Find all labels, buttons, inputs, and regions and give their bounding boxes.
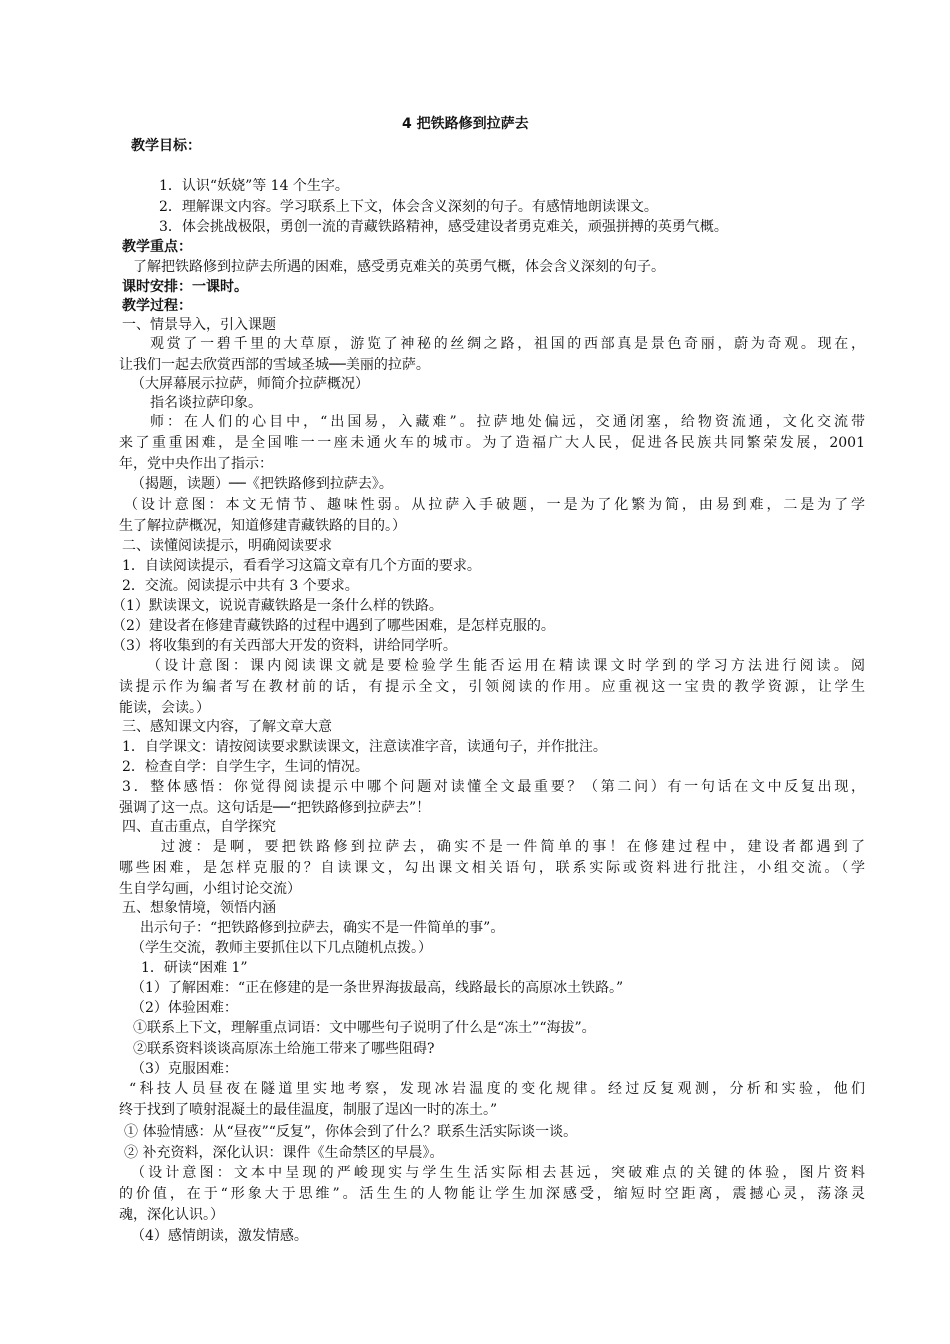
paragraph: 师：在人们的心目中，“出国易，入藏难”。拉萨地处偏远，交通闭塞，给物资流通，文化交流带 bbox=[150, 414, 865, 430]
design-note: 魂，深化认识。） bbox=[119, 1207, 224, 1223]
design-note: （设计意图：课内阅读课文就是要检验学生能否运用在精读课文时学到的学习方法进行阅读。阅 bbox=[147, 658, 865, 674]
list-item: 2．检查自学：自学生字，生词的情况。 bbox=[122, 759, 369, 775]
schedule: 课时安排：一课时。 bbox=[122, 279, 248, 295]
paragraph: 来了重重困难，是全国唯一一座未通火车的城市。为了造福广大人民，促进各民族共同繁荣发展，2001 bbox=[119, 435, 865, 451]
goals-heading: 教学目标： bbox=[131, 138, 201, 154]
section-heading-3: 三、感知课文内容，了解文章大意 bbox=[122, 719, 332, 735]
section-heading-2: 二、读懂阅读提示，明确阅读要求 bbox=[122, 538, 332, 554]
list-item: 2．交流。阅读提示中共有 3 个要求。 bbox=[122, 578, 359, 594]
list-item: 1．自读阅读提示，看看学习这篇文章有几个方面的要求。 bbox=[122, 558, 481, 574]
list-item: （4）感情朗读，激发情感。 bbox=[131, 1228, 308, 1244]
list-item: （2）体验困难： bbox=[131, 1000, 238, 1016]
list-item: （2）建设者在修建青藏铁路的过程中遇到了哪些困难，是怎样克服的。 bbox=[112, 618, 555, 634]
design-note: 读提示作为编者写在教材前的话，有提示全文，引领阅读的作用。应重视这一宝贵的教学资源，让学生 bbox=[119, 679, 865, 695]
design-note: （设计意图：本文无情节、趣味性弱。从拉萨入手破题，一是为了化繁为简，由易到难，二是为了学 bbox=[124, 497, 865, 513]
design-note: 的价值，在于“形象大于思维”。活生生的人物能让学生加深感受，缩短时空距离，震撼心灵，荡涤灵 bbox=[119, 1186, 865, 1202]
list-item: （1）了解困难：“正在修建的是一条世界海拔最高，线路最长的高原冰土铁路。” bbox=[131, 980, 624, 996]
list-item: （3）将收集到的有关西部大开发的资料，讲给同学听。 bbox=[112, 638, 457, 654]
paragraph: 过渡：是啊，要把铁路修到拉萨去，确实不是一件简单的事！在修建过程中，建设者都遇到了 bbox=[161, 839, 865, 855]
section-heading-4: 四、直击重点，自学探究 bbox=[122, 819, 276, 835]
list-item: （3）克服困难： bbox=[131, 1061, 238, 1077]
goal-item-3: 3．体会挑战极限，勇创一流的青藏铁路精神，感受建设者勇克难关，顽强拼搏的英勇气概。 bbox=[159, 219, 728, 235]
list-item: ②联系资料谈谈高原冻土给施工带来了哪些阻碍? bbox=[133, 1041, 435, 1057]
design-note: （设计意图：文本中呈现的严峻现实与学生生活实际相去甚远，突破难点的关键的体验，图片资料 bbox=[131, 1165, 865, 1181]
goal-item-1: 1．认识“妖娆”等 14 个生字。 bbox=[159, 178, 349, 194]
key-heading: 教学重点： bbox=[122, 239, 192, 255]
paragraph: 让我们一起去欣赏西部的雪域圣城──美丽的拉萨。 bbox=[119, 357, 430, 373]
quote: “科技人员昼夜在隧道里实地考察，发现冰岩温度的变化规律。经过反复观测，分析和实验，他们 bbox=[129, 1081, 865, 1097]
design-note: 能读，会读。） bbox=[119, 700, 210, 716]
design-note: 生了解拉萨概况，知道修建青藏铁路的目的。） bbox=[119, 518, 406, 534]
goal-item-2: 2．理解课文内容。学习联系上下文，体会含义深刻的句子。有感情地朗读课文。 bbox=[159, 199, 658, 215]
list-item: ①联系上下文，理解重点词语：文中哪些句子说明了什么是“冻土”“海拔”。 bbox=[133, 1020, 596, 1036]
list-item: 强调了这一点。这句话是──“把铁路修到拉萨去”！ bbox=[119, 800, 431, 816]
key-text: 了解把铁路修到拉萨去所遇的困难，感受勇克难关的英勇气概，体会含义深刻的句子。 bbox=[133, 259, 665, 275]
paragraph: 出示句子：“把铁路修到拉萨去，确实不是一件简单的事”。 bbox=[140, 920, 505, 936]
paragraph: （揭题，读题）──《把铁路修到拉萨去》。 bbox=[131, 476, 393, 492]
list-item: ② 补充资料，深化认识：课件《生命禁区的早晨》。 bbox=[124, 1145, 444, 1161]
section-heading-1: 一、情景导入，引入课题 bbox=[122, 317, 276, 333]
list-item: 3．整体感悟：你觉得阅读提示中哪个问题对读懂全文最重要？（第二问）有一句话在文中反复出现， bbox=[122, 779, 865, 795]
paragraph: （大屏幕展示拉萨，师简介拉萨概况） bbox=[131, 376, 369, 392]
paragraph: 观赏了一碧千里的大草原，游览了神秘的丝绸之路，祖国的西部真是景色奇丽，蔚为奇观。现在， bbox=[150, 336, 865, 352]
paragraph: 生自学勾画，小组讨论交流） bbox=[119, 881, 301, 897]
quote: 终于找到了喷射混凝土的最佳温度，制服了逞凶一时的冻土。” bbox=[119, 1102, 498, 1118]
paragraph: 年，党中央作出了指示： bbox=[119, 456, 273, 472]
list-item: 1．自学课文：请按阅读要求默读课文，注意读准字音，读通句子，并作批注。 bbox=[122, 739, 607, 755]
section-heading-5: 五、想象情境，领悟内涵 bbox=[122, 900, 276, 916]
list-item: ① 体验情感：从“昼夜”“反复”，你体会到了什么？联系生活实际谈一谈。 bbox=[124, 1124, 578, 1140]
list-item: 1．研读“困难 1” bbox=[141, 960, 248, 976]
paragraph: 指名谈拉萨印象。 bbox=[150, 395, 262, 411]
list-item: （1）默读课文，说说青藏铁路是一条什么样的铁路。 bbox=[112, 598, 443, 614]
document-title: 4 把铁路修到拉萨去 bbox=[402, 116, 529, 132]
paragraph: （学生交流，教师主要抓住以下几点随机点拨。） bbox=[131, 940, 432, 956]
process-heading: 教学过程： bbox=[122, 298, 192, 314]
paragraph: 哪些困难，是怎样克服的？自读课文，勾出课文相关语句，联系实际或资料进行批注，小组交流。（学 bbox=[119, 860, 865, 876]
